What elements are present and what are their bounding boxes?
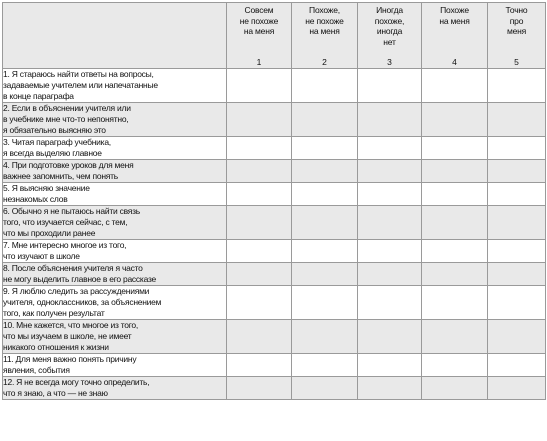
question-text: 9. Я люблю следить за рассуждениями учителя, одноклассников, за объяснением того, как получен результат (3, 285, 227, 319)
answer-cell-3[interactable] (358, 285, 422, 319)
answer-cell-3[interactable] (358, 136, 422, 159)
answer-cell-5[interactable] (488, 102, 546, 136)
column-header-2 (292, 3, 358, 69)
column-header-label: Похоже на меня (439, 5, 470, 26)
answer-cell-4[interactable] (422, 182, 488, 205)
answer-cell-3[interactable] (358, 262, 422, 285)
answer-cell-1[interactable] (227, 205, 292, 239)
answer-cell-1[interactable] (227, 353, 292, 376)
answer-cell-2[interactable] (292, 68, 358, 102)
answer-cell-5[interactable] (488, 353, 546, 376)
answer-cell-2[interactable] (292, 239, 358, 262)
column-header-4 (422, 3, 488, 69)
answer-cell-5[interactable] (488, 262, 546, 285)
answer-cell-5[interactable] (488, 376, 546, 399)
table-row (3, 319, 546, 353)
answer-cell-2[interactable] (292, 205, 358, 239)
question-text: 5. Я выясняю значение незнакомых слов (3, 182, 227, 205)
answer-cell-4[interactable] (422, 205, 488, 239)
column-header-label: Похоже, не похоже на меня (305, 5, 344, 36)
answer-cell-4[interactable] (422, 68, 488, 102)
table-row (3, 353, 546, 376)
question-text: 4. При подготовке уроков для меня важнее запомнить, чем понять (3, 159, 227, 182)
answer-cell-4[interactable] (422, 159, 488, 182)
answer-cell-5[interactable] (488, 205, 546, 239)
answer-cell-1[interactable] (227, 182, 292, 205)
answer-cell-3[interactable] (358, 376, 422, 399)
table-row (3, 182, 546, 205)
header-row (3, 3, 546, 69)
column-header-label: Совсем не похоже на меня (239, 5, 279, 36)
column-header-label: Точно про меня (505, 5, 528, 36)
answer-cell-1[interactable] (227, 159, 292, 182)
answer-cell-5[interactable] (488, 239, 546, 262)
answer-cell-3[interactable] (358, 102, 422, 136)
answer-cell-5[interactable] (488, 319, 546, 353)
answer-cell-4[interactable] (422, 136, 488, 159)
question-text: 12. Я не всегда могу точно определить, что я знаю, а что — не знаю (3, 376, 227, 399)
table-row (3, 262, 546, 285)
answer-cell-1[interactable] (227, 68, 292, 102)
answer-cell-2[interactable] (292, 136, 358, 159)
question-text: 6. Обычно я не пытаюсь найти связь того, что изучается сейчас, с тем, что мы проходили ранее (3, 205, 227, 239)
question-text: 8. После объяснения учителя я часто не могу выделить главное в его рассказе (3, 262, 227, 285)
answer-cell-3[interactable] (358, 182, 422, 205)
answer-cell-3[interactable] (358, 68, 422, 102)
answer-cell-1[interactable] (227, 262, 292, 285)
answer-cell-5[interactable] (488, 285, 546, 319)
answer-cell-4[interactable] (422, 353, 488, 376)
answer-cell-4[interactable] (422, 319, 488, 353)
table-row (3, 205, 546, 239)
question-text: 10. Мне кажется, что многое из того, что мы изучаем в школе, не имеет никакого отношения к жизни (3, 319, 227, 353)
table-row (3, 285, 546, 319)
answer-cell-5[interactable] (488, 159, 546, 182)
question-text: 7. Мне интересно многое из того, что изучают в школе (3, 239, 227, 262)
answer-cell-4[interactable] (422, 285, 488, 319)
question-text: 2. Если в объяснении учителя или в учебнике мне что-то непонятно, я обязательно выясняю это (3, 102, 227, 136)
answer-cell-1[interactable] (227, 376, 292, 399)
answer-cell-5[interactable] (488, 68, 546, 102)
column-header-label: Иногда похоже, иногда нет (374, 5, 405, 47)
answer-cell-3[interactable] (358, 319, 422, 353)
answer-cell-3[interactable] (358, 159, 422, 182)
answer-cell-2[interactable] (292, 285, 358, 319)
answer-cell-2[interactable] (292, 319, 358, 353)
answer-cell-1[interactable] (227, 102, 292, 136)
answer-cell-3[interactable] (358, 353, 422, 376)
answer-cell-1[interactable] (227, 319, 292, 353)
answer-cell-2[interactable] (292, 262, 358, 285)
table-row (3, 159, 546, 182)
column-number: 1 (256, 57, 262, 67)
answer-cell-2[interactable] (292, 182, 358, 205)
answer-cell-2[interactable] (292, 102, 358, 136)
answer-cell-1[interactable] (227, 136, 292, 159)
answer-cell-5[interactable] (488, 182, 546, 205)
table-row (3, 102, 546, 136)
header-corner (3, 3, 227, 69)
questionnaire-table (2, 2, 546, 400)
answer-cell-3[interactable] (358, 205, 422, 239)
answer-cell-4[interactable] (422, 262, 488, 285)
answer-cell-2[interactable] (292, 353, 358, 376)
question-text: 3. Читая параграф учебника, я всегда выделяю главное (3, 136, 227, 159)
answer-cell-2[interactable] (292, 376, 358, 399)
table-row (3, 68, 546, 102)
question-text: 1. Я стараюсь найти ответы на вопросы, задаваемые учителем или напечатанные в конце параграфа (3, 68, 227, 102)
answer-cell-3[interactable] (358, 239, 422, 262)
column-header-1 (227, 3, 292, 69)
answer-cell-4[interactable] (422, 102, 488, 136)
column-number: 5 (514, 57, 519, 67)
column-number: 3 (387, 57, 392, 67)
answer-cell-4[interactable] (422, 239, 488, 262)
answer-cell-1[interactable] (227, 285, 292, 319)
column-header-3 (358, 3, 422, 69)
table-row (3, 136, 546, 159)
answer-cell-1[interactable] (227, 239, 292, 262)
table-row (3, 376, 546, 399)
column-number: 4 (452, 57, 457, 67)
answer-cell-2[interactable] (292, 159, 358, 182)
column-number: 2 (322, 57, 327, 67)
answer-cell-4[interactable] (422, 376, 488, 399)
column-header-5 (488, 3, 546, 69)
answer-cell-5[interactable] (488, 136, 546, 159)
table-row (3, 239, 546, 262)
question-text: 11. Для меня важно понять причину явления, события (3, 353, 227, 376)
